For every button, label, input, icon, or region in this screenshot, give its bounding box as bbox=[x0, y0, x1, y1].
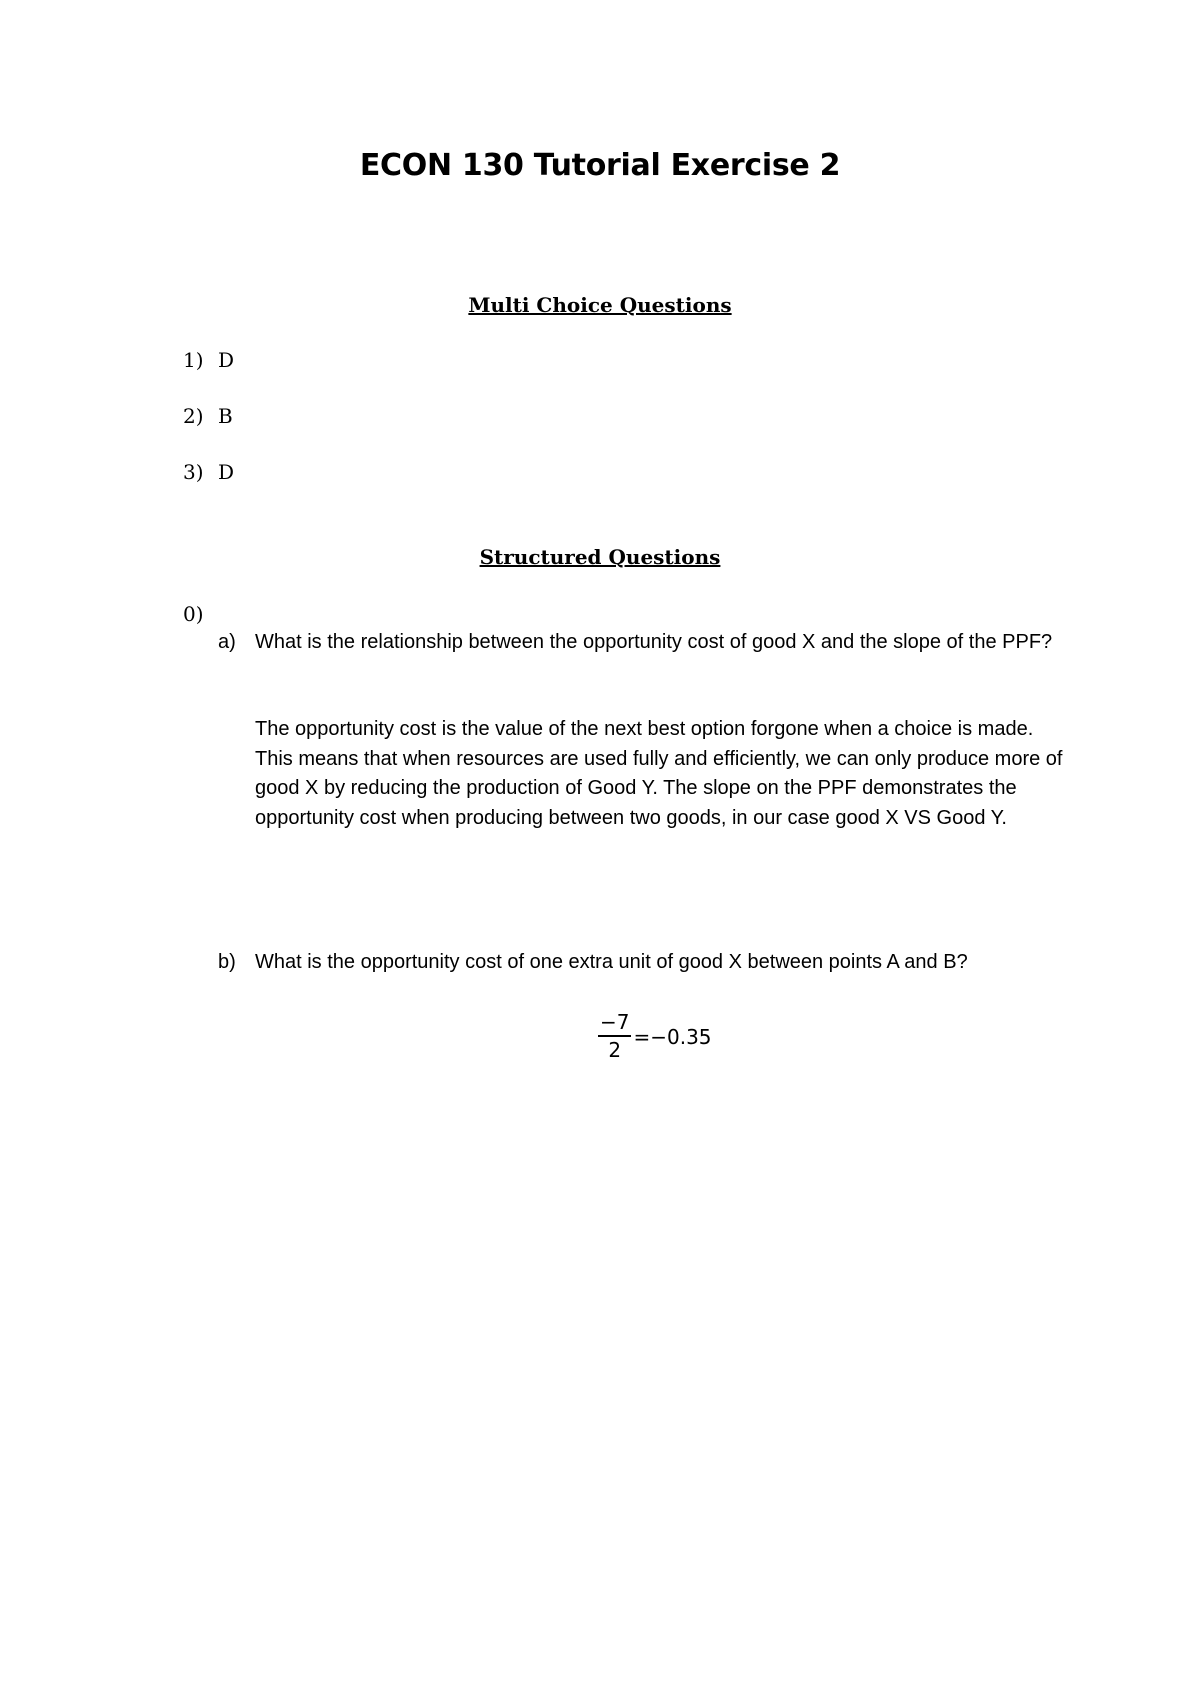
list-item bbox=[183, 404, 234, 460]
question-part-b bbox=[218, 948, 1078, 977]
answer-number: 2) bbox=[183, 404, 204, 428]
fraction bbox=[598, 1010, 631, 1063]
part-b-question: What is the opportunity cost of one extra unit of good X between points A and B? bbox=[255, 951, 968, 973]
list-item bbox=[183, 348, 234, 404]
fraction-numerator: −7 bbox=[598, 1010, 631, 1037]
question-number: 0) bbox=[183, 602, 204, 626]
document-title: ECON 130 Tutorial Exercise 2 bbox=[359, 148, 841, 183]
list-item bbox=[183, 460, 234, 516]
answer-letter: B bbox=[218, 404, 233, 428]
answer-letter: D bbox=[218, 460, 235, 484]
part-a-question: What is the relationship between the opportunity cost of good X and the slope of the PPF? bbox=[255, 631, 1053, 653]
structured-questions-heading: Structured Questions bbox=[479, 545, 721, 569]
fraction-denominator: 2 bbox=[608, 1038, 622, 1062]
part-letter: a) bbox=[218, 631, 236, 653]
multi-choice-heading: Multi Choice Questions bbox=[468, 293, 732, 317]
part-b-equation bbox=[598, 1010, 712, 1063]
answer-letter: D bbox=[218, 348, 235, 372]
question-part-a bbox=[218, 628, 1078, 657]
part-a-answer: The opportunity cost is the value of the next best option forgone when a choice is made. This means that when resources are used fully and efficiently, we can only produce more of good X by reducing the production of Good Y. The slope on the PPF demonstrates the opportunity cost when producing between two goods, in our case good X VS Good Y. bbox=[255, 718, 1063, 829]
answer-number: 1) bbox=[183, 348, 204, 372]
multi-choice-answer-list bbox=[183, 348, 234, 516]
part-letter: b) bbox=[218, 951, 236, 973]
equation-result: =−0.35 bbox=[633, 1024, 712, 1049]
answer-number: 3) bbox=[183, 460, 204, 484]
